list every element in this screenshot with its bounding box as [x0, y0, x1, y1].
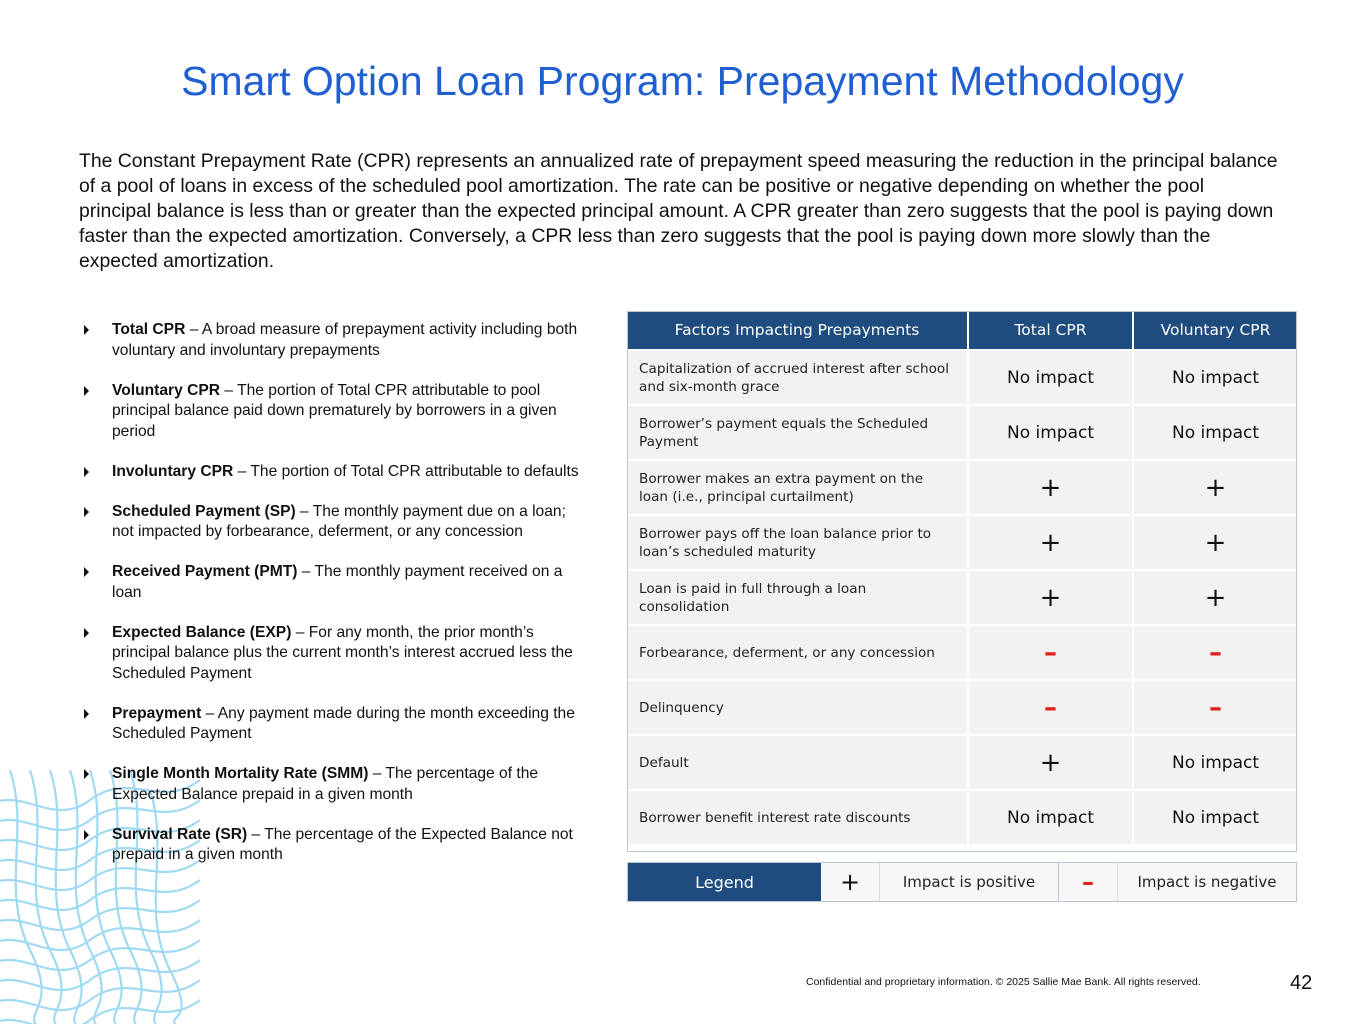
- page-title: Smart Option Loan Program: Prepayment Methodology: [181, 58, 1184, 104]
- definition-item: [82, 704, 582, 745]
- factors-table: [627, 311, 1297, 844]
- table-row: [627, 460, 1297, 515]
- table-row: [627, 625, 1297, 680]
- intro-paragraph: The Constant Prepayment Rate (CPR) represents an annualized rate of prepayment speed measuring the reduction in the principal balance of a pool of loans in excess of the scheduled pool amortization. The rate can be positive or negative depending on whether the pool principal balance is less than or greater than the expected principal amount. A CPR greater than zero suggests that the pool is paying down faster than the expected amortization. Conversely, a CPR less than zero suggests that the pool is paying down more slowly than the expected amortization.: [79, 150, 1278, 272]
- definition-item: [82, 825, 582, 866]
- page-number: 42: [1290, 972, 1313, 994]
- definition-item: [82, 623, 582, 685]
- definition-desc: – The portion of Total CPR attributable to pool principal balance paid down prematurely by borrowers in a given period: [112, 381, 557, 440]
- definition-desc: – For any month, the prior month’s principal balance plus the current month’s interest accrued less the Scheduled Payment: [112, 623, 573, 682]
- voluntary-cpr-cell: +: [1133, 460, 1297, 515]
- table-row: [627, 735, 1297, 790]
- definition-term: Expected Balance (EXP): [112, 623, 292, 641]
- total-cpr-cell: +: [968, 735, 1133, 790]
- factor-cell: Borrower’s payment equals the Scheduled Payment: [627, 405, 968, 460]
- bullet-arrow-icon: [84, 628, 89, 638]
- total-cpr-cell: –: [968, 625, 1133, 680]
- bullet-arrow-icon: [84, 386, 89, 396]
- voluntary-cpr-cell: –: [1133, 625, 1297, 680]
- table-row: [627, 515, 1297, 570]
- legend: [627, 862, 1297, 902]
- voluntary-cpr-cell: No impact: [1133, 735, 1297, 790]
- voluntary-cpr-cell: –: [1133, 680, 1297, 735]
- definition-term: Received Payment (PMT): [112, 563, 298, 580]
- bullet-arrow-icon: [84, 769, 89, 779]
- definition-desc: – A broad measure of prepayment activity including both voluntary and involuntary prepayments: [112, 321, 578, 359]
- definition-term: Total CPR: [112, 321, 186, 338]
- definition-item: [82, 320, 582, 361]
- voluntary-cpr-cell: +: [1133, 570, 1297, 625]
- bullet-arrow-icon: [84, 467, 89, 477]
- factor-cell: Loan is paid in full through a loan consolidation: [627, 570, 968, 625]
- total-cpr-cell: No impact: [968, 350, 1133, 405]
- header-voluntary-cpr: Voluntary CPR: [1133, 311, 1297, 350]
- voluntary-cpr-cell: No impact: [1133, 350, 1297, 405]
- definition-term: Survival Rate (SR): [112, 825, 248, 843]
- definition-desc: – The percentage of the Expected Balance prepaid in a given month: [112, 765, 539, 803]
- voluntary-cpr-cell: +: [1133, 515, 1297, 570]
- definition-item: [82, 462, 582, 483]
- factor-cell: Default: [627, 735, 968, 790]
- definition-desc: – The percentage of the Expected Balance not prepaid in a given month: [112, 825, 573, 863]
- factor-cell: Forbearance, deferment, or any concession: [627, 625, 968, 680]
- factor-cell: Borrower pays off the loan balance prior to loan’s scheduled maturity: [627, 515, 968, 570]
- voluntary-cpr-cell: No impact: [1133, 790, 1297, 844]
- footer-confidential: Confidential and proprietary information. © 2025 Sallie Mae Bank. All rights reserved.: [806, 976, 1201, 988]
- table-header-row: [627, 311, 1297, 350]
- legend-positive-text: Impact is positive: [880, 863, 1059, 901]
- table-row: [627, 350, 1297, 405]
- definition-term: Single Month Mortality Rate (SMM): [112, 765, 369, 782]
- definition-item: [82, 764, 582, 805]
- table-row: [627, 680, 1297, 735]
- total-cpr-cell: –: [968, 680, 1133, 735]
- table-row: [627, 790, 1297, 844]
- definition-desc: – The monthly payment received on a loan: [112, 563, 563, 601]
- header-total-cpr: Total CPR: [968, 311, 1133, 350]
- definition-term: Voluntary CPR: [112, 381, 221, 399]
- definition-desc: – The portion of Total CPR attributable to defaults: [233, 462, 579, 480]
- definition-item: [82, 381, 582, 443]
- total-cpr-cell: +: [968, 515, 1133, 570]
- legend-title: Legend: [628, 863, 821, 901]
- factor-cell: Borrower benefit interest rate discounts: [627, 790, 968, 844]
- header-factors: Factors Impacting Prepayments: [627, 311, 968, 350]
- total-cpr-cell: No impact: [968, 405, 1133, 460]
- factor-cell: Capitalization of accrued interest after school and six-month grace: [627, 350, 968, 405]
- total-cpr-cell: No impact: [968, 790, 1133, 844]
- total-cpr-cell: +: [968, 460, 1133, 515]
- voluntary-cpr-cell: No impact: [1133, 405, 1297, 460]
- table-row: [627, 570, 1297, 625]
- table-row: [627, 405, 1297, 460]
- total-cpr-cell: +: [968, 570, 1133, 625]
- definition-desc: – The monthly payment due on a loan; not impacted by forbearance, deferment, or any concession: [112, 502, 566, 540]
- bullet-arrow-icon: [84, 567, 89, 577]
- definition-desc: – Any payment made during the month exceeding the Scheduled Payment: [112, 704, 575, 742]
- definition-term: Involuntary CPR: [112, 462, 234, 480]
- factor-cell: Borrower makes an extra payment on the loan (i.e., principal curtailment): [627, 460, 968, 515]
- bullet-arrow-icon: [84, 325, 89, 335]
- legend-positive-symbol: +: [821, 863, 880, 901]
- legend-negative-text: Impact is negative: [1118, 863, 1296, 901]
- definition-term: Scheduled Payment (SP): [112, 502, 296, 520]
- legend-negative-symbol: –: [1059, 863, 1118, 901]
- factor-cell: Delinquency: [627, 680, 968, 735]
- bullet-arrow-icon: [84, 709, 89, 719]
- definition-item: [82, 502, 582, 543]
- definition-term: Prepayment: [112, 704, 202, 722]
- bullet-arrow-icon: [84, 830, 89, 840]
- definitions-list: [82, 320, 582, 885]
- bullet-arrow-icon: [84, 507, 89, 517]
- definition-item: [82, 562, 582, 603]
